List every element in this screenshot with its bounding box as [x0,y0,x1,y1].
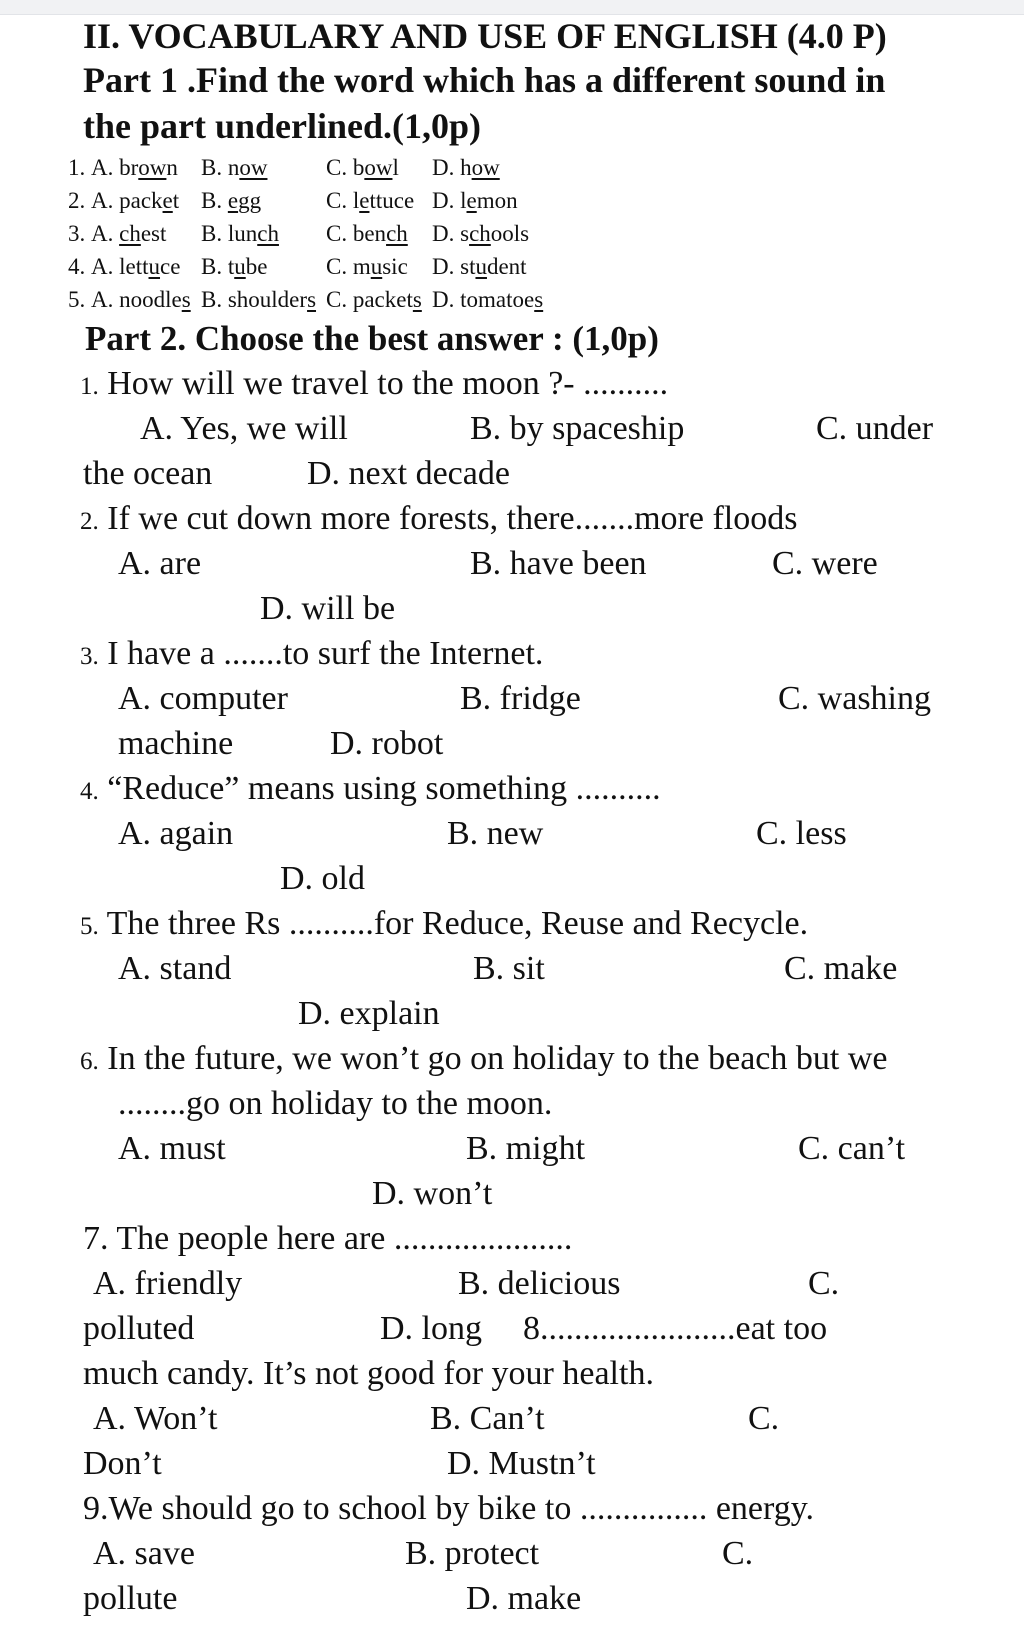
question-number: 3. [80,643,99,670]
option-label: A. [91,254,120,279]
row-number: 2. [68,188,86,213]
word-part: b [352,155,365,180]
q4-option-c: C. less [756,815,847,852]
option-c [326,156,399,179]
word-part: ools [490,221,530,246]
q8-option-c-cont: Don’t [83,1445,162,1482]
option-label: C. [326,188,353,213]
word-part: n [166,155,178,180]
underlined-part: ch [386,221,408,246]
question-5 [80,907,808,941]
question-2 [80,502,797,536]
option-label: C. [326,221,353,246]
q1-option-d: D. next decade [307,455,510,492]
underlined-part: u [475,254,487,279]
part1-title-line1: Part 1 .Find the word which has a different sound in [83,60,886,100]
underlined-part: s [412,287,422,312]
underlined-part: ch [119,221,141,246]
option-label: D. [432,188,461,213]
option-label: D. [432,221,461,246]
option-label: A. [91,221,120,246]
option-label: C. [326,287,353,312]
q6-option-c: C. can’t [798,1130,906,1167]
q7-option-b: B. delicious [458,1265,621,1302]
q3-option-d: D. robot [330,725,444,762]
question-number: 6. [80,1048,99,1075]
question-number: 2. [80,508,99,535]
question-6 [80,1042,887,1076]
underlined-part: u [370,254,383,279]
word-part: br [119,155,139,180]
q6-stem-cont: ........go on holiday to the moon. [118,1085,553,1122]
question-stem: In the future, we won’t go on holiday to the beach but we [98,1040,888,1077]
q5-option-b: B. sit [473,950,545,987]
question-3 [80,637,543,671]
row-number: 1. [68,155,86,180]
option-label: B. [201,155,228,180]
q2-option-a: A. are [118,545,202,582]
option-label: A. [91,287,120,312]
q7-option-c-cont: polluted [83,1310,195,1347]
option-a [91,189,179,212]
option-label: D. [432,287,461,312]
option-label: B. [201,221,228,246]
row-number: 4. [68,254,86,279]
underlined-part: s [534,287,544,312]
q1-option-c: C. under [816,410,934,447]
q3-option-b: B. fridge [460,680,581,717]
word-part: lett [119,254,149,279]
word-part: l [352,188,360,213]
word-part: t [172,188,180,213]
option-c [326,255,408,278]
option-d [432,255,527,278]
word-part: ben [352,221,387,246]
q9-option-a: A. save [93,1535,195,1572]
q9-option-c: C. [722,1535,754,1572]
word-part: shoulder [227,287,308,312]
word-part: ttuce [369,188,415,213]
q8-option-a: A. Won’t [93,1400,218,1437]
underlined-part: e [162,188,173,213]
q3-option-c: C. washing [778,680,931,717]
underlined-part: s [307,287,317,312]
part1-row [68,189,628,212]
q2-option-c: C. were [772,545,878,582]
q3-option-c-cont: machine [118,725,234,762]
part2-title: Part 2. Choose the best answer : (1,0p) [85,319,659,358]
question-stem: The three Rs ..........for Reduce, Reuse and Recycle. [98,905,809,942]
question-number: 1. [80,373,99,400]
option-a [91,156,178,179]
q6-option-b: B. might [466,1130,586,1167]
part1-row [68,222,628,245]
q1-option-b: B. by spaceship [470,410,685,447]
q2-option-d: D. will be [260,590,396,627]
q8-option-d: D. Mustn’t [447,1445,596,1482]
q7-option-c: C. [808,1265,840,1302]
option-d [432,288,543,311]
section-heading: II. VOCABULARY AND USE OF ENGLISH (4.0 P) [83,16,887,56]
q7-option-a: A. friendly [93,1265,243,1302]
part1-title-line2: the part underlined.(1,0p) [83,106,482,146]
option-d [432,222,529,245]
option-label: D. [432,254,461,279]
option-label: B. [201,287,228,312]
underlined-part: e [227,188,239,213]
word-part: pack [119,188,163,213]
word-part: n [227,155,240,180]
option-label: D. [432,155,461,180]
word-part: m [352,254,371,279]
question-stem: If we cut down more forests, there.......more floods [98,500,798,537]
q5-option-d: D. explain [298,995,440,1032]
underlined-part: ow [239,155,268,180]
word-part: est [140,221,167,246]
word-part: tomatoe [460,287,535,312]
option-a [91,222,166,245]
word-part: s [460,221,470,246]
row-number: 5. [68,287,86,312]
underlined-part: ch [257,221,279,246]
underlined-part: ch [469,221,491,246]
underlined-part: u [148,254,161,279]
q4-option-a: A. again [118,815,234,852]
word-part: st [460,254,476,279]
question-number: 4. [80,778,99,805]
underlined-part: ow [471,155,500,180]
word-part: ce [160,254,181,279]
underlined-part: ow [364,155,393,180]
question-stem: How will we travel to the moon ?- .......... [98,365,669,402]
option-d [432,189,518,212]
word-part: mon [476,188,518,213]
word-part: t [227,254,235,279]
word-part: lun [227,221,258,246]
word-part: h [460,155,472,180]
q1-option-c-cont: the ocean [83,455,213,492]
q9-option-b: B. protect [405,1535,540,1572]
option-c [326,222,408,245]
option-label: B. [201,254,228,279]
question-stem: I have a .......to surf the Internet. [98,635,544,672]
option-a [91,288,191,311]
q1-option-a: A. Yes, we will [140,410,348,447]
question-stem: “Reduce” means using something .......... [98,770,661,807]
row-number: 3. [68,221,86,246]
q6-option-d: D. won’t [372,1175,493,1212]
option-b [201,255,267,278]
option-label: B. [201,188,228,213]
option-label: A. [91,155,120,180]
q9-option-d: D. make [466,1580,582,1617]
word-part: packet [352,287,413,312]
question-number: 5. [80,913,99,940]
word-part: be [245,254,268,279]
option-a [91,255,180,278]
q4-option-d: D. old [280,860,365,897]
question-9: 9.We should go to school by bike to ............... energy. [83,1490,815,1527]
q8-option-c: C. [748,1400,780,1437]
question-8: 8.......................eat too [523,1310,828,1347]
option-c [326,288,422,311]
word-part: l [392,155,399,180]
q5-option-a: A. stand [118,950,232,987]
option-d [432,156,500,179]
q9-option-c-cont: pollute [83,1580,178,1617]
option-label: A. [91,188,120,213]
question-7: 7. The people here are ..................... [83,1220,573,1257]
q3-option-a: A. computer [118,680,288,717]
part1-row [68,255,628,278]
underlined-part: e [359,188,370,213]
part1-row [68,156,628,179]
underlined-part: s [181,287,191,312]
window-top-bar [0,0,1024,15]
q5-option-c: C. make [784,950,898,987]
part1-row [68,288,628,311]
underlined-part: ow [138,155,167,180]
underlined-part: u [234,254,246,279]
q8-option-b: B. Can’t [430,1400,545,1437]
q4-option-b: B. new [447,815,544,852]
option-label: C. [326,155,353,180]
option-b [201,156,267,179]
word-part: noodle [119,287,182,312]
underlined-part: e [466,188,477,213]
option-b [201,189,261,212]
q7-option-d: D. long [380,1310,482,1347]
word-part: gg [238,188,262,213]
question-1 [80,367,668,401]
option-label: C. [326,254,353,279]
question-4 [80,772,661,806]
option-c [326,189,414,212]
q8-stem-cont: much candy. It’s not good for your health. [83,1355,654,1392]
word-part: sic [382,254,408,279]
word-part: dent [486,254,527,279]
option-b [201,222,279,245]
option-b [201,288,316,311]
q6-option-a: A. must [118,1130,226,1167]
word-part: l [460,188,467,213]
q2-option-b: B. have been [470,545,647,582]
